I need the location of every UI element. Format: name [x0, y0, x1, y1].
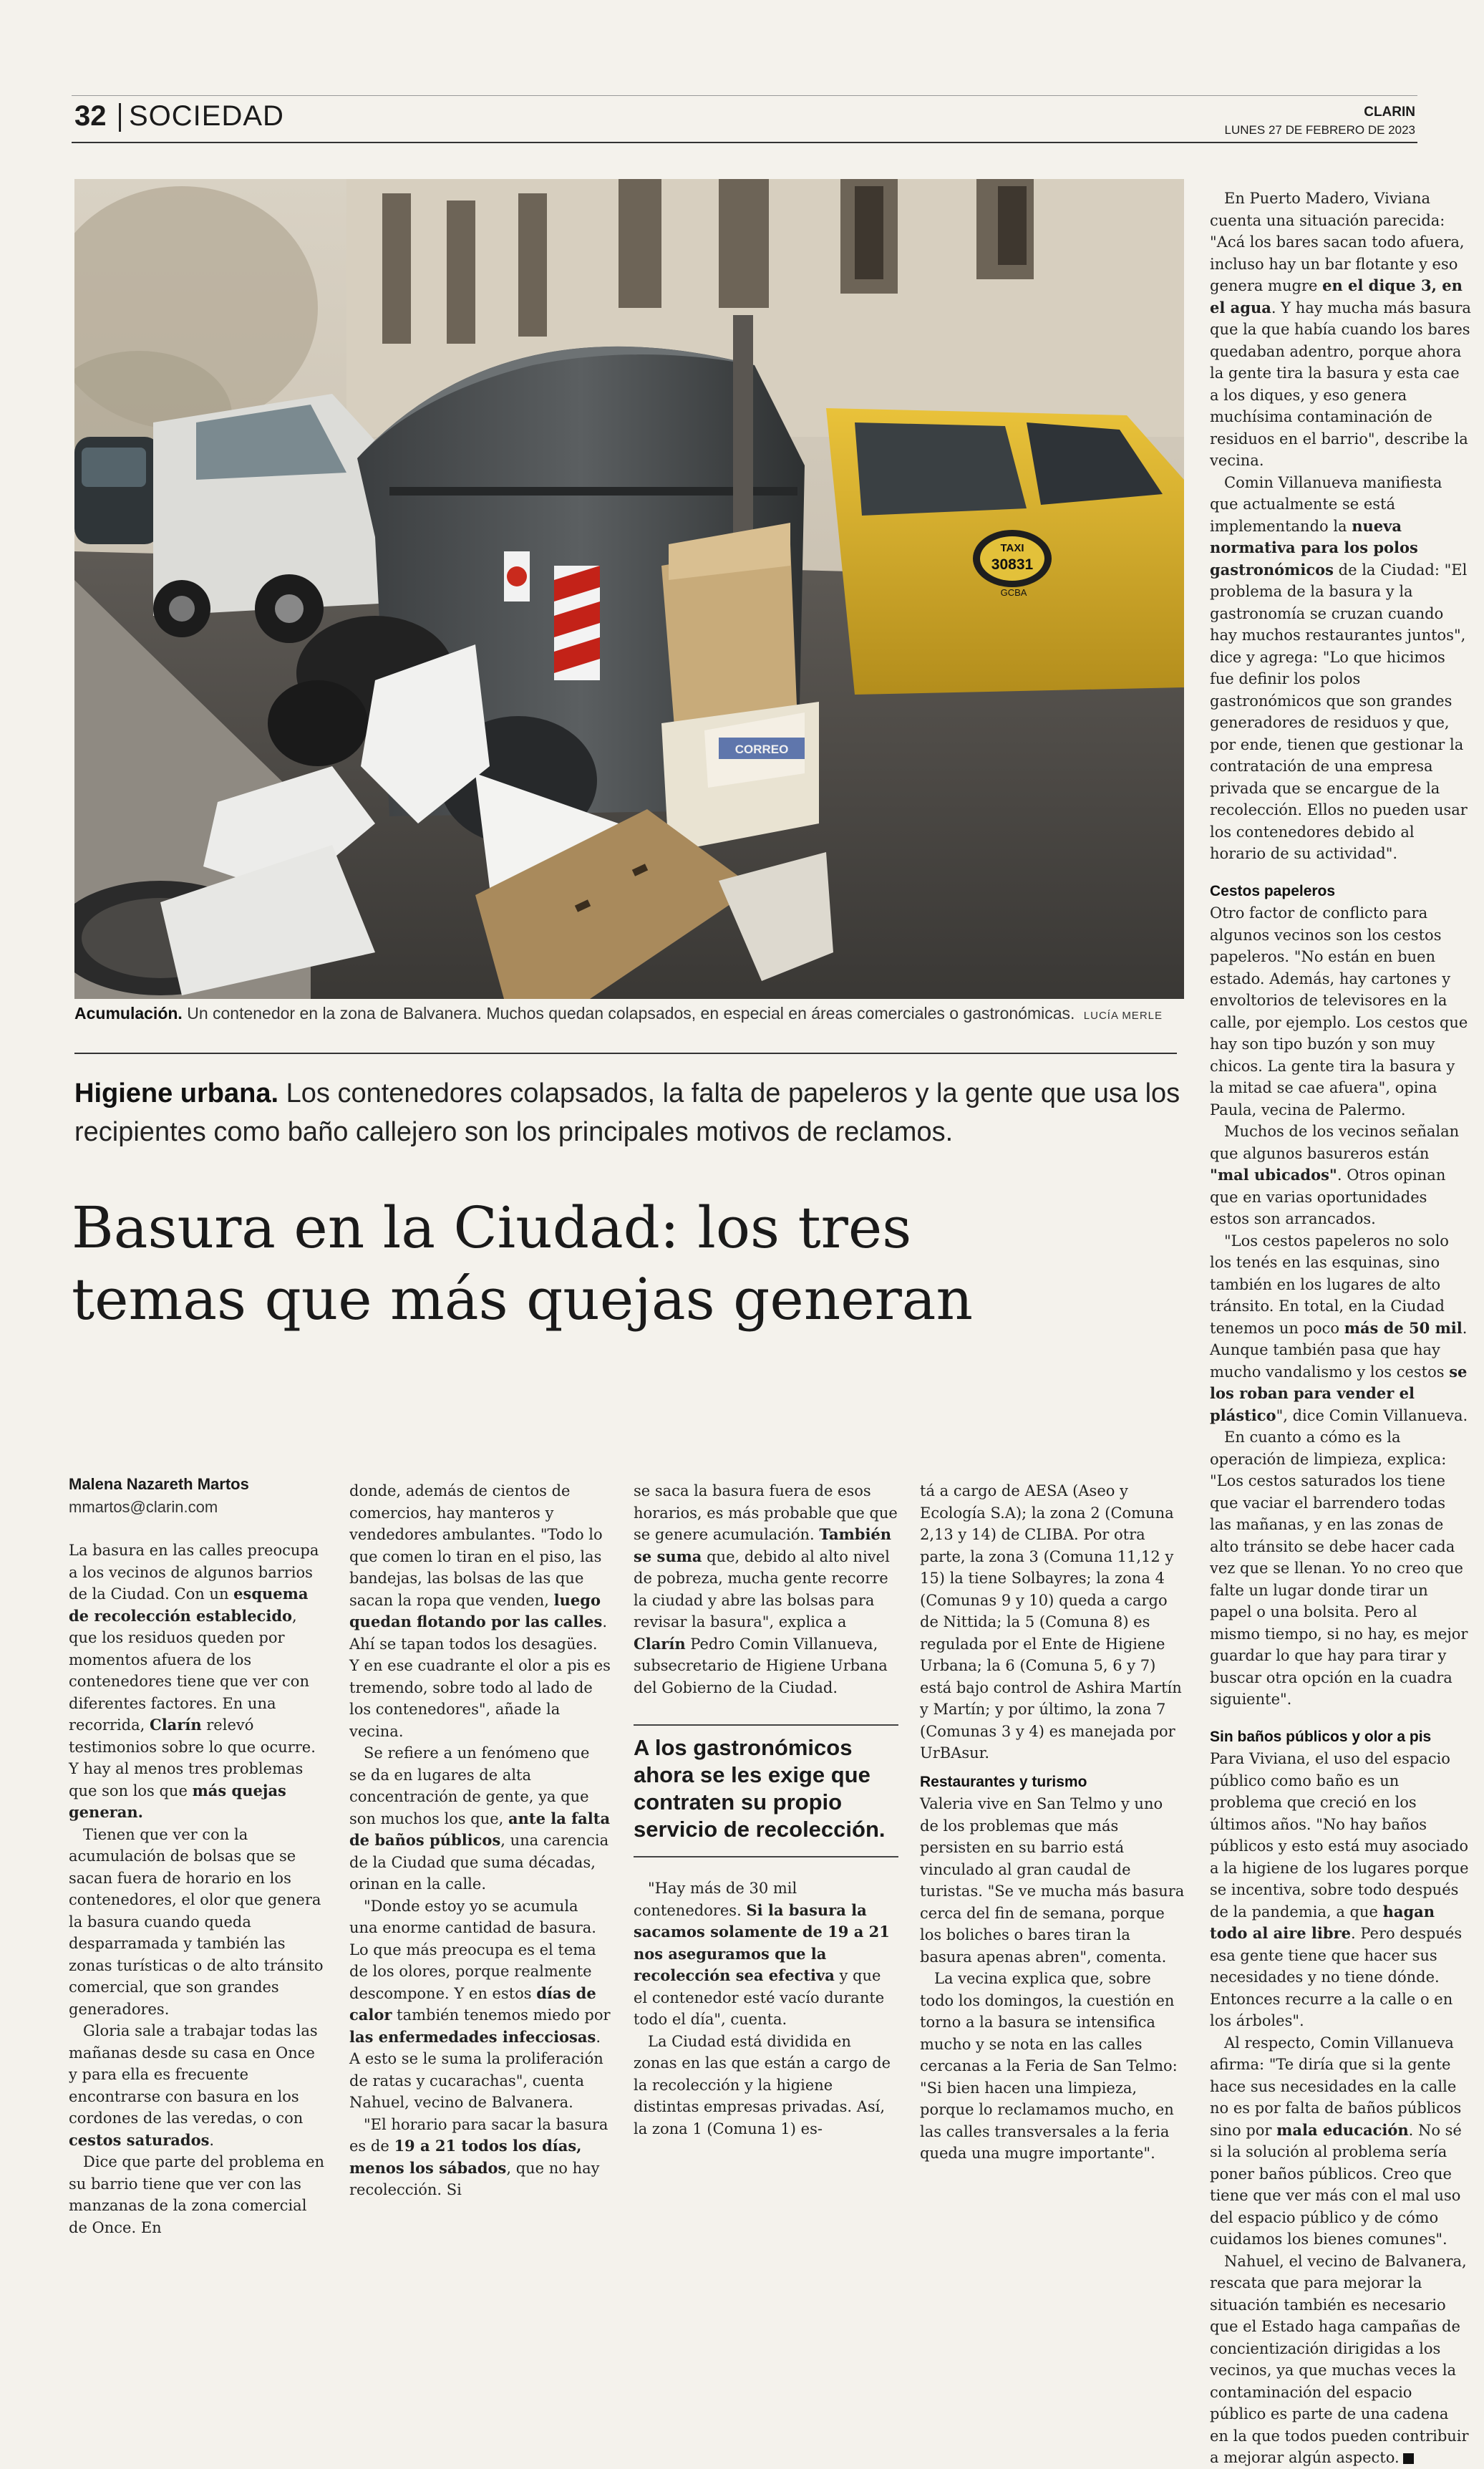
subhead-restaurantes: Restaurantes y turismo: [920, 1773, 1087, 1790]
header-top-rule: [72, 95, 1417, 96]
page-number: 32: [74, 100, 107, 132]
photo-caption: [74, 1004, 1191, 1023]
caption-text: Un contenedor en la zona de Balvanera. Muchos quedan colapsados, en especial en áreas comerciales o gastronómicas.: [187, 1004, 1075, 1023]
deck-text: Los contenedores colapsados, la falta de papeleros y la gente que usa los recipientes como baño callejero son los principales motivos de reclamos.: [74, 1078, 1180, 1147]
pullquote-top-rule: [634, 1724, 898, 1726]
photo-illustration: [74, 179, 1184, 999]
paragraph: Gloria sale a trabajar todas las mañanas desde su casa en Once y para ella es frecuente encontrarse con basura en los cordones de las veredas, o con cestos saturados.: [69, 2022, 318, 2149]
byline-author: Malena Nazareth Martos: [69, 1475, 249, 1493]
article-column-4: [920, 1480, 1185, 2165]
paragraph: La vecina explica que, sobre todo los domingos, la cuestión en torno a la basura se intensifica mucho y se nota en las calles cercanas a la Feria de San Telmo: "Si bien hacen una limpieza, porque lo reclamamos mucho, en las calles transversales a la feria queda una mugre importante".: [920, 1970, 1178, 2162]
taxi-tag: GCBA: [1000, 587, 1027, 598]
end-mark: [1403, 2453, 1414, 2464]
subhead-banos: Sin baños públicos y olor a pis: [1210, 1728, 1432, 1745]
paragraph: se saca la basura fuera de esos horarios, es más probable que que se genere acumulación. También se suma que, debido al alto nivel de pobreza, mucha gente recorre la ciudad y abre las bolsas para revisar la basura", explica a Clarín Pedro Comin Villanueva, subsecretario de Higiene Urbana del Gobierno de la Ciudad.: [634, 1482, 898, 1696]
headline-line-2: temas que más quejas generan: [72, 1266, 974, 1333]
paragraph: Muchos de los vecinos señalan que algunos basureros están "mal ubicados". Otros opinan que en varias oportunidades estos son arrancados.: [1210, 1123, 1460, 1227]
paragraph: Dice que parte del problema en su barrio tiene que ver con las manzanas de la zona comercial de Once. En: [69, 2153, 325, 2236]
paragraph: tá a cargo de AESA (Aseo y Ecología S.A); la zona 2 (Comuna 2,13 y 14) de CLIBA. Por otra parte, la zona 3 (Comuna 11,12 y 15) la tiene Solbayres; la zona 4 (Comunas 9 y 10) queda a cargo de Nittida; la 5 (Comuna 8) es regulada por el Ente de Higiene Urbana; la 6 (Comuna 5, 6 y 7) está bajo control de Ashira Martín y Martín; y por último, la zona 7 (Comunas 3 y 4) es manejada por UrBAsur.: [920, 1482, 1182, 1762]
paragraph: La Ciudad está dividida en zonas en las que están a cargo de la recolección y la higiene distintas empresas privadas. Así, la zona 1 (Comuna 1) es-: [634, 2032, 891, 2137]
byline-email[interactable]: mmartos@clarin.com: [69, 1498, 218, 1516]
subhead-cestos: Cestos papeleros: [1210, 882, 1336, 899]
issue-date: LUNES 27 DE FEBRERO DE 2023: [1224, 123, 1415, 137]
paragraph: Para Viviana, el uso del espacio público como baño es un problema que creció en los últimos años. "No hay baños públicos y esto está muy asociado a la higiene de los lugares porque se incentiva, sobre todo después de la pandemia, a que hagan todo al aire libre. Pero después esa gente tiene que hacer sus necesidades y no tiene dónde. Entonces recurre a la calle o en los árboles".: [1210, 1750, 1469, 2029]
caption-lead: Acumulación.: [74, 1004, 183, 1023]
paragraph: "Donde estoy yo se acumula una enorme cantidad de basura. Lo que más preocupa es el tema de los olores, porque realmente descompone. Y en estos días de calor también tenemos miedo por las enfermedades infecciosas. A esto se le suma la proliferación de ratas y cucarachas", cuenta Nahuel, vecino de Balvanera.: [349, 1897, 611, 2111]
headline-line-1: Basura en la Ciudad: los tres: [72, 1194, 912, 1261]
deck-rule: [74, 1053, 1177, 1054]
taxi-number: 30831: [991, 556, 1034, 573]
paragraph: Valeria vive en San Telmo y uno de los problemas que más persisten en su barrio está vinculado al gran caudal de turistas. "Se ve mucha más basura cerca del fin de semana, porque los boliches o bares tiran la basura apenas abren", comenta.: [920, 1795, 1185, 1966]
header-rule: [72, 142, 1417, 143]
paragraph: "Los cestos papeleros no solo los tenés en las esquinas, sino también en los lugares de alto tránsito. En total, en la Ciudad tenemos un poco más de 50 mil. Aunque también pasa que hay mucho vandalismo y los cestos se los roban para vender el plástico", dice Comin Villanueva.: [1210, 1232, 1468, 1424]
deck: [74, 1074, 1191, 1151]
section-separator: [119, 103, 121, 132]
deck-lead: Higiene urbana.: [74, 1078, 279, 1108]
article-column-5: [1210, 188, 1471, 2469]
paragraph: "El horario para sacar la basura es de 19 a 21 todos los días, menos los sábados, que no hay recolección. Si: [349, 2115, 608, 2198]
paragraph: Otro factor de conflicto para algunos vecinos son los cestos papeleros. "No están en buen estado. Además, hay cartones y envoltorios de televisores en la calle, por ejemplo. Los cestos que hay son tipo buzón y son muy chicos. La gente tira la basura y la mitad se cae afuera", opina Paula, vecina de Palermo.: [1210, 904, 1468, 1118]
paragraph: Comin Villanueva manifiesta que actualmente se está implementando la nueva normativa para los polos gastronómicos de la Ciudad: "El problema de la basura y la gastronomía se cruzan cuando hay muchos restaurantes juntos", dice y agrega: "Lo que hicimos fue definir los polos gastronómicos que son grandes generadores de residuos y que, por ende, tienen que gestionar la contratación de una empresa privada que se encargue de la recolección. Ellos no pueden usar los contenedores debido al horario de su actividad".: [1210, 473, 1468, 862]
paragraph: En cuanto a cómo es la operación de limpieza, explica: "Los cestos saturados los tiene que vaciar el barrendero todas las mañanas, y en las zonas de alto tránsito se debe hacer cada vez que se llenan. Yo no creo que falte un lugar donde tirar un papel o una bolsita. Pero al mismo tiempo, si no hay, es mejor guardar lo que hay para tirar y buscar otra opción en la cuadra siguiente".: [1210, 1429, 1468, 1708]
section-name: SOCIEDAD: [129, 100, 284, 132]
taxi-sign-text: TAXI: [1000, 542, 1024, 554]
pullquote: A los gastronómicos ahora se les exige que contraten su propio servicio de recolección.: [634, 1735, 886, 1842]
photo-garbage-container: [74, 179, 1184, 999]
pullquote-bottom-rule: [634, 1856, 898, 1857]
paragraph: "Hay más de 30 mil contenedores. Si la basura la sacamos solamente de 19 a 21 nos aseguramos que la recolección sea efectiva y que el contenedor esté vacío durante todo el día", cuenta.: [634, 1880, 890, 2028]
article-column-1: [69, 1540, 326, 2238]
headline: [72, 1192, 1203, 1335]
newspaper-name: CLARIN: [1364, 105, 1415, 120]
photo-credit: LUCÍA MERLE: [1083, 1010, 1163, 1022]
paragraph: Tienen que ver con la acumulación de bolsas que se sacan fuera de horario en los contenedores, el olor que genera la basura cuando queda desparramada y también las zonas turísticas o de alto tránsito comercial, que son grandes generadores.: [69, 1825, 324, 2018]
paragraph: La basura en las calles preocupa a los vecinos de algunos barrios de la Ciudad. Con un esquema de recolección establecido, que los residuos queden por momentos afuera de los contenedores tiene que ver con diferentes factores. En una recorrida, Clarín relevó testimonios sobre lo que ocurre. Y hay al menos tres problemas que son los que más quejas generan.: [69, 1542, 319, 1821]
article-column-3: [634, 1480, 898, 2140]
article-column-2: [349, 1480, 611, 2201]
paragraph: Se refiere a un fenómeno que se da en lugares de alta concentración de gente, ya que son muchos los que, ante la falta de baños públicos, una carencia de la Ciudad que suma décadas, orinan en la calle.: [349, 1744, 611, 1893]
paragraph: Al respecto, Comin Villanueva afirma: "Te diría que si la gente hace sus necesidades en la calle no es por falta de baños públicos sino por mala educación. No sé si la solución al problema sería poner baños públicos. Creo que tiene que ver más con el mal uso del espacio público y de cómo cuidamos los bienes comunes".: [1210, 2034, 1462, 2248]
box-label: CORREO: [734, 743, 789, 756]
paragraph: donde, además de cientos de comercios, hay manteros y vendedores ambulantes. "Todo lo que comen lo tiran en el piso, las bandejas, las bolsas de las que sacan la ropa que venden, luego quedan flotando por las calles. Ahí se tapan todos los desagües. Y en ese cuadrante el olor a pis es tremendo, sobre todo al lado de los contenedores", añade la vecina.: [349, 1482, 611, 1740]
paragraph: Nahuel, el vecino de Balvanera, rescata que para mejorar la situación también es necesario que el Estado haga campañas de concientización dirigidas a los vecinos, ya que muchas veces la contaminación del espacio público es parte de una cadena en la que todos pueden contribuir a mejorar algún aspecto.: [1210, 2252, 1469, 2466]
paragraph: En Puerto Madero, Viviana cuenta una situación parecida: "Acá los bares sacan todo afuera, incluso hay un bar flotante y eso genera mugre en el dique 3, en el agua. Y hay mucha más basura que la que había cuando los bares quedaban adentro, porque ahora la gente tira la basura y esta cae a los diques, y eso genera muchísima contaminación de residuos en el barrio", describe la vecina.: [1210, 190, 1471, 469]
